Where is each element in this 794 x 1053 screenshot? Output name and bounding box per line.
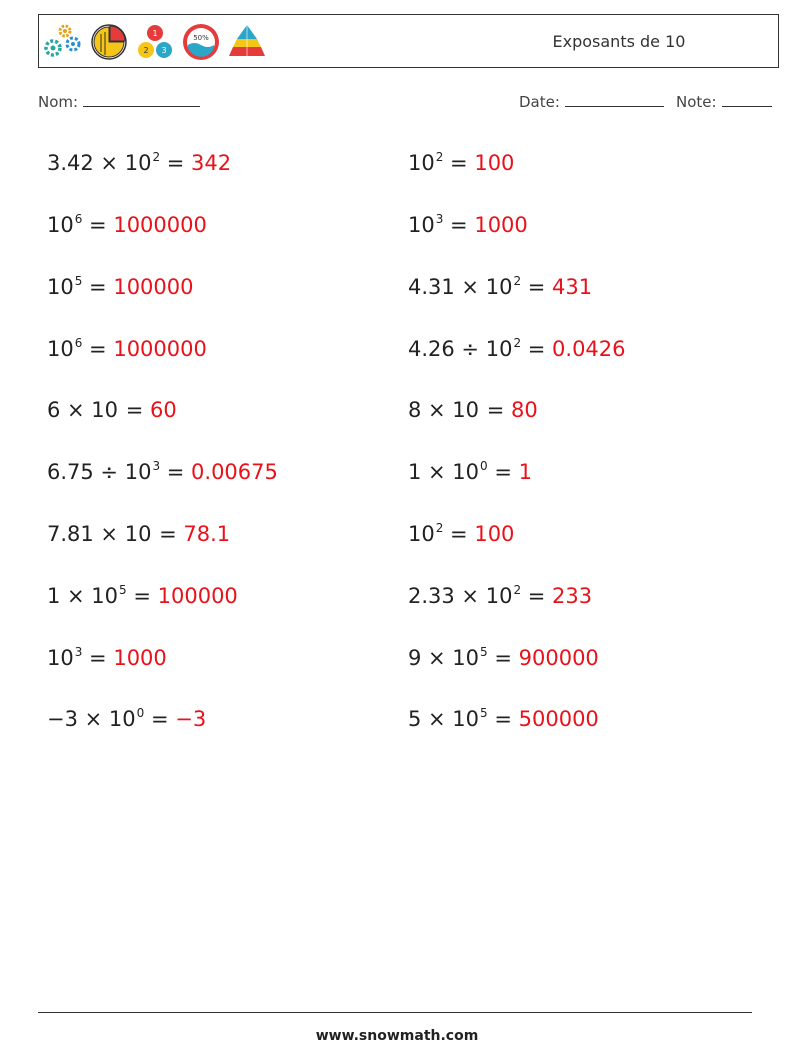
header-box: [38, 14, 779, 68]
svg-text:1: 1: [152, 29, 158, 38]
name-label: Nom:: [38, 93, 79, 111]
date-field: [519, 93, 664, 111]
problem-item: 7.81 × 10 = 78.1: [47, 522, 231, 546]
svg-text:50%: 50%: [193, 34, 209, 42]
gears-icon: [43, 22, 83, 62]
pie-chart-icon: [89, 22, 129, 62]
problem-item: $10^2 = 100$: [408, 521, 515, 546]
header-icons: [43, 19, 267, 65]
answer: 100000: [157, 584, 238, 608]
problem-item: $1 \times 10^0 = 1$: [408, 459, 532, 484]
answer: 0.00675: [191, 460, 278, 484]
answer: 1000: [113, 646, 167, 670]
problem-item: $9 \times 10^5 = 900000$: [408, 645, 599, 670]
problem-item: $3.42 \times 10^2 = 342$: [47, 150, 232, 175]
page-title: Exposants de 10: [552, 32, 686, 51]
answer: 1000: [474, 213, 528, 237]
answer: 233: [552, 584, 593, 608]
answer: 100: [474, 151, 515, 175]
name-field: [38, 93, 200, 111]
answer: −3: [175, 707, 207, 731]
answer: 1000000: [113, 213, 207, 237]
problem-item: $4.26 \div 10^2 = 0.0426$: [408, 336, 626, 361]
answer: 431: [552, 275, 593, 299]
problem-item: 6 × 10 = 60: [47, 398, 177, 422]
svg-text:2: 2: [143, 46, 149, 55]
answer: 500000: [518, 707, 599, 731]
problem-item: $10^3 = 1000$: [47, 645, 167, 670]
problem-item: $4.31 \times 10^2 = 431$: [408, 274, 593, 299]
answer: 900000: [518, 646, 599, 670]
answer: 0.0426: [552, 337, 626, 361]
date-blank-line[interactable]: [565, 93, 664, 107]
footer-site-link[interactable]: www.snowmath.com: [315, 1028, 479, 1044]
note-blank-line[interactable]: [722, 93, 772, 107]
date-label: Date:: [519, 93, 560, 111]
numbered-circles-icon: [135, 22, 175, 62]
problem-item: $6.75 \div 10^3 = 0.00675$: [47, 459, 278, 484]
problem-item: $5 \times 10^5 = 500000$: [408, 706, 599, 731]
answer: 78.1: [183, 522, 231, 546]
answer: 80: [510, 398, 538, 422]
footer-divider: [38, 1012, 752, 1013]
problem-item: 8 × 10 = 80: [408, 398, 538, 422]
answer: 1000000: [113, 337, 207, 361]
problem-item: $10^3 = 1000$: [408, 212, 528, 237]
problem-item: $10^5 = 100000$: [47, 274, 194, 299]
percent-badge-icon: [181, 22, 221, 62]
answer: 100000: [113, 275, 194, 299]
answer: 60: [149, 398, 177, 422]
problem-item: $10^6 = 1000000$: [47, 212, 207, 237]
note-field: [676, 93, 772, 111]
problem-item: $1 \times 10^5 = 100000$: [47, 583, 238, 608]
note-label: Note:: [676, 93, 717, 111]
problem-item: $2.33 \times 10^2 = 233$: [408, 583, 593, 608]
pyramid-icon: [227, 22, 267, 62]
answer: 342: [191, 151, 232, 175]
answer: 1: [518, 460, 532, 484]
svg-text:3: 3: [161, 46, 167, 55]
problem-item: $-3 \times 10^0 = -3$: [47, 706, 207, 731]
answer: 100: [474, 522, 515, 546]
name-blank-line[interactable]: [83, 93, 200, 107]
problem-item: $10^6 = 1000000$: [47, 336, 207, 361]
problem-item: $10^2 = 100$: [408, 150, 515, 175]
